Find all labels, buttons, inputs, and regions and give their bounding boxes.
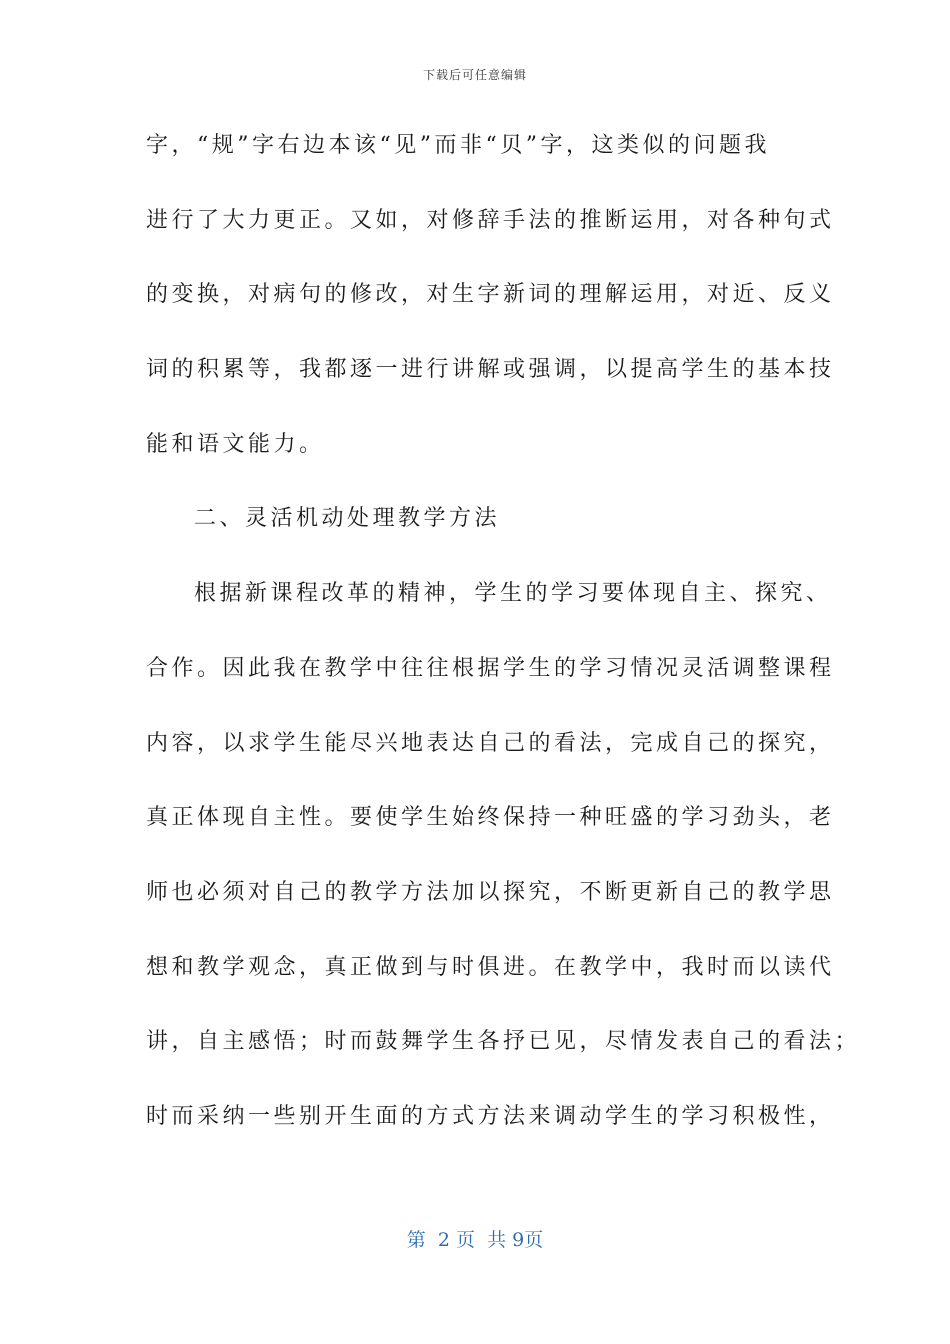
text-line: 的变换，对病句的修改，对生字新词的理解运用，对近、反义 bbox=[146, 282, 835, 308]
text-line: 字，“规”字右边本该“见”而非“贝”字，这类似的问题我 bbox=[146, 133, 770, 158]
text-line: 真正体现自主性。要使学生始终保持一种旺盛的学习劲头，老 bbox=[146, 805, 835, 831]
text-line: 进行了大力更正。又如，对修辞手法的推断运用，对各种句式 bbox=[146, 207, 835, 233]
text-line: 讲，自主感悟；时而鼓舞学生各抒已见，尽情发表自己的看法； bbox=[146, 1029, 861, 1055]
text-line: 师也必须对自己的教学方法加以探究，不断更新自己的教学思 bbox=[146, 879, 835, 905]
text-line: 时而采纳一些别开生面的方式方法来调动学生的学习积极性， bbox=[146, 1103, 835, 1129]
text-line: 能和语文能力。 bbox=[146, 431, 325, 457]
text-line: 合作。因此我在教学中往往根据学生的学习情况灵活调整课程 bbox=[146, 655, 835, 681]
section-heading: 二、灵活机动处理教学方法 bbox=[194, 506, 501, 532]
text-line: 词的积累等，我都逐一进行讲解或强调，以提高学生的基本技 bbox=[146, 357, 835, 383]
text-line: 内容，以求学生能尽兴地表达自己的看法，完成自己的探究， bbox=[146, 730, 835, 756]
document-body bbox=[146, 127, 861, 1173]
text-line: 想和教学观念，真正做到与时俱进。在教学中，我时而以读代 bbox=[146, 954, 835, 980]
page-number: 第 2 页 共 9页 bbox=[406, 1229, 544, 1251]
paragraph-start: 根据新课程改革的精神，学生的学习要体现自主、探究、 bbox=[194, 581, 832, 607]
page-header: 下载后可任意编辑 bbox=[422, 68, 527, 82]
